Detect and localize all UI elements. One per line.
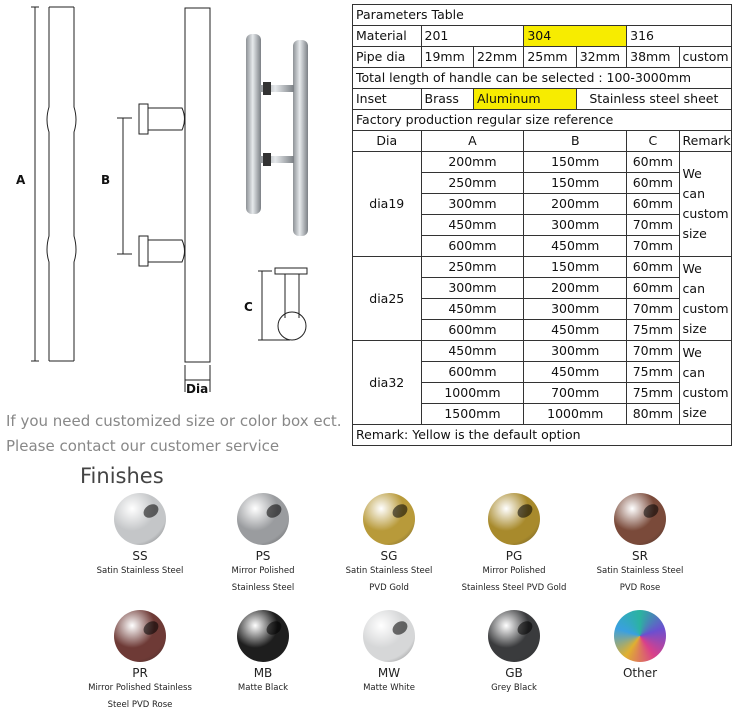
finish-ball-icon [237, 610, 289, 662]
hole-icon [390, 501, 410, 520]
finish-ball-icon [488, 493, 540, 545]
size-a-cell: 450mm [421, 341, 524, 362]
hole-icon [141, 501, 161, 520]
size-b-cell: 300mm [524, 341, 627, 362]
finish-ball-icon [363, 610, 415, 662]
size-row [353, 152, 732, 173]
size-b-cell: 200mm [524, 194, 627, 215]
handle-drawing [0, 0, 350, 460]
size-c-cell: 70mm [627, 236, 679, 257]
remark-word: size [682, 320, 707, 336]
remark-word: can [682, 280, 705, 296]
remark-word: We [682, 260, 702, 276]
size-a-cell: 250mm [421, 257, 524, 278]
size-b-cell: 300mm [524, 215, 627, 236]
finish-ball-icon [237, 493, 289, 545]
remark-word: custom [682, 206, 729, 221]
finish-ball-icon [363, 493, 415, 545]
inset-option: Brass [421, 89, 473, 110]
col-header-dia: Dia [353, 131, 422, 152]
col-header-remark: Remark [679, 131, 731, 152]
material-row [353, 26, 732, 47]
size-c-cell: 75mm [627, 320, 679, 341]
finish-name: PVD Gold [369, 583, 409, 593]
size-c-cell: 80mm [627, 404, 679, 425]
remark-word: size [682, 404, 707, 420]
finish-name: PVD Rose [619, 583, 661, 593]
finish-ball-icon [614, 610, 666, 662]
size-c-cell: 70mm [627, 215, 679, 236]
size-b-cell: 700mm [524, 383, 627, 404]
size-c-cell: 75mm [627, 383, 679, 404]
hole-icon [515, 501, 535, 520]
remark-footer: Remark: Yellow is the default option [353, 425, 732, 446]
finish-swatch-sr [560, 493, 720, 597]
size-c-cell: 70mm [627, 299, 679, 320]
size-b-cell: 450mm [524, 362, 627, 383]
custom-note-line1: If you need customized size or color box ect. [6, 412, 342, 430]
remark-cell [679, 257, 731, 341]
size-b-cell: 200mm [524, 278, 627, 299]
pipe-dia-label: Pipe dia [353, 47, 422, 68]
factory-heading: Factory production regular size reference [353, 110, 732, 131]
size-a-cell: 250mm [421, 173, 524, 194]
finish-name: Stainless Steel [231, 583, 295, 593]
table-title: Parameters Table [353, 5, 732, 26]
finish-name: Grey Black [491, 683, 537, 693]
hole-icon [141, 618, 161, 637]
hole-icon [641, 501, 661, 520]
pipe-dia-row [353, 47, 732, 68]
inset-label: Inset [353, 89, 422, 110]
finish-name: Mirror Polished [482, 566, 546, 576]
size-a-cell: 1500mm [421, 404, 524, 425]
dimension-label-b: B [101, 173, 111, 187]
finish-swatch-other [560, 610, 720, 680]
size-a-cell: 600mm [421, 236, 524, 257]
dia-cell: dia32 [353, 341, 422, 425]
finish-code: SG [380, 549, 398, 563]
finish-name: Satin Stainless Steel [596, 566, 684, 576]
dimension-label-dia: Dia [186, 382, 209, 396]
inset-row [353, 89, 732, 110]
size-a-cell: 450mm [421, 215, 524, 236]
finish-code: PR [132, 666, 148, 680]
hole-icon [390, 618, 410, 637]
remark-cell [679, 152, 731, 257]
parameters-table [352, 4, 732, 446]
finish-code: Other [622, 666, 658, 680]
remark-word: We [682, 344, 702, 360]
finish-code: MW [377, 666, 401, 680]
material-option: 201 [421, 26, 524, 47]
size-b-cell: 150mm [524, 173, 627, 194]
finish-name: Matte White [363, 683, 415, 693]
finish-code: GB [505, 666, 523, 680]
finish-name: Steel PVD Rose [107, 700, 173, 710]
size-row [353, 257, 732, 278]
finish-code: SS [132, 549, 148, 563]
remark-word: can [682, 364, 705, 380]
hole-icon [264, 501, 284, 520]
inset-option: Stainless steel sheet [576, 89, 731, 110]
pipe-dia-option: 25mm [524, 47, 576, 68]
total-length-note: Total length of handle can be selected : 100-3000mm [353, 68, 732, 89]
finish-name: Satin Stainless Steel [96, 566, 184, 576]
pipe-dia-option: 19mm [421, 47, 473, 68]
inset-option-default: Aluminum [473, 89, 576, 110]
finish-ball-icon [114, 610, 166, 662]
col-header-b: B [524, 131, 627, 152]
size-c-cell: 60mm [627, 278, 679, 299]
size-b-cell: 150mm [524, 257, 627, 278]
dimension-label-a: A [16, 173, 26, 187]
finish-name: Stainless Steel PVD Gold [461, 583, 567, 593]
product-photo [246, 34, 308, 236]
remark-word: can [682, 186, 705, 201]
finish-name: Mirror Polished [231, 566, 295, 576]
finish-code: MB [253, 666, 273, 680]
pipe-dia-option: 22mm [473, 47, 523, 68]
size-c-cell: 70mm [627, 341, 679, 362]
material-option: 316 [627, 26, 732, 47]
pipe-dia-option: custom [679, 47, 731, 68]
finish-ball-icon [488, 610, 540, 662]
pipe-dia-option: 38mm [627, 47, 679, 68]
col-header-c: C [627, 131, 679, 152]
size-a-cell: 600mm [421, 320, 524, 341]
remark-word: size [682, 226, 707, 241]
finish-ball-icon [614, 493, 666, 545]
size-c-cell: 60mm [627, 152, 679, 173]
finish-code: PG [505, 549, 523, 563]
size-header-row [353, 131, 732, 152]
size-a-cell: 300mm [421, 278, 524, 299]
size-a-cell: 300mm [421, 194, 524, 215]
size-b-cell: 450mm [524, 320, 627, 341]
remark-word: We [682, 166, 702, 181]
finish-name: Matte Black [237, 683, 289, 693]
size-a-cell: 1000mm [421, 383, 524, 404]
size-a-cell: 600mm [421, 362, 524, 383]
size-c-cell: 75mm [627, 362, 679, 383]
finish-name: Satin Stainless Steel [345, 566, 433, 576]
custom-note-line2: Please contact our customer service [6, 437, 280, 455]
remark-word: custom [682, 384, 729, 400]
hole-icon [264, 618, 284, 637]
finish-code: SR [632, 549, 648, 563]
hole-icon [515, 618, 535, 637]
size-c-cell: 60mm [627, 194, 679, 215]
remark-cell [679, 341, 731, 425]
size-a-cell: 450mm [421, 299, 524, 320]
pipe-dia-option: 32mm [576, 47, 626, 68]
finishes-title: Finishes [80, 464, 164, 488]
material-label: Material [353, 26, 422, 47]
size-b-cell: 150mm [524, 152, 627, 173]
col-header-a: A [421, 131, 524, 152]
size-b-cell: 1000mm [524, 404, 627, 425]
dimension-label-c: C [244, 300, 253, 314]
size-b-cell: 300mm [524, 299, 627, 320]
dia-cell: dia19 [353, 152, 422, 257]
size-b-cell: 450mm [524, 236, 627, 257]
size-a-cell: 200mm [421, 152, 524, 173]
dia-cell: dia25 [353, 257, 422, 341]
finish-ball-icon [114, 493, 166, 545]
size-reference-body [353, 152, 732, 425]
size-c-cell: 60mm [627, 173, 679, 194]
finish-code: PS [255, 549, 271, 563]
remark-word: custom [682, 300, 729, 316]
size-c-cell: 60mm [627, 257, 679, 278]
size-row [353, 341, 732, 362]
material-option-default: 304 [524, 26, 627, 47]
finish-name: Mirror Polished Stainless [88, 683, 192, 693]
